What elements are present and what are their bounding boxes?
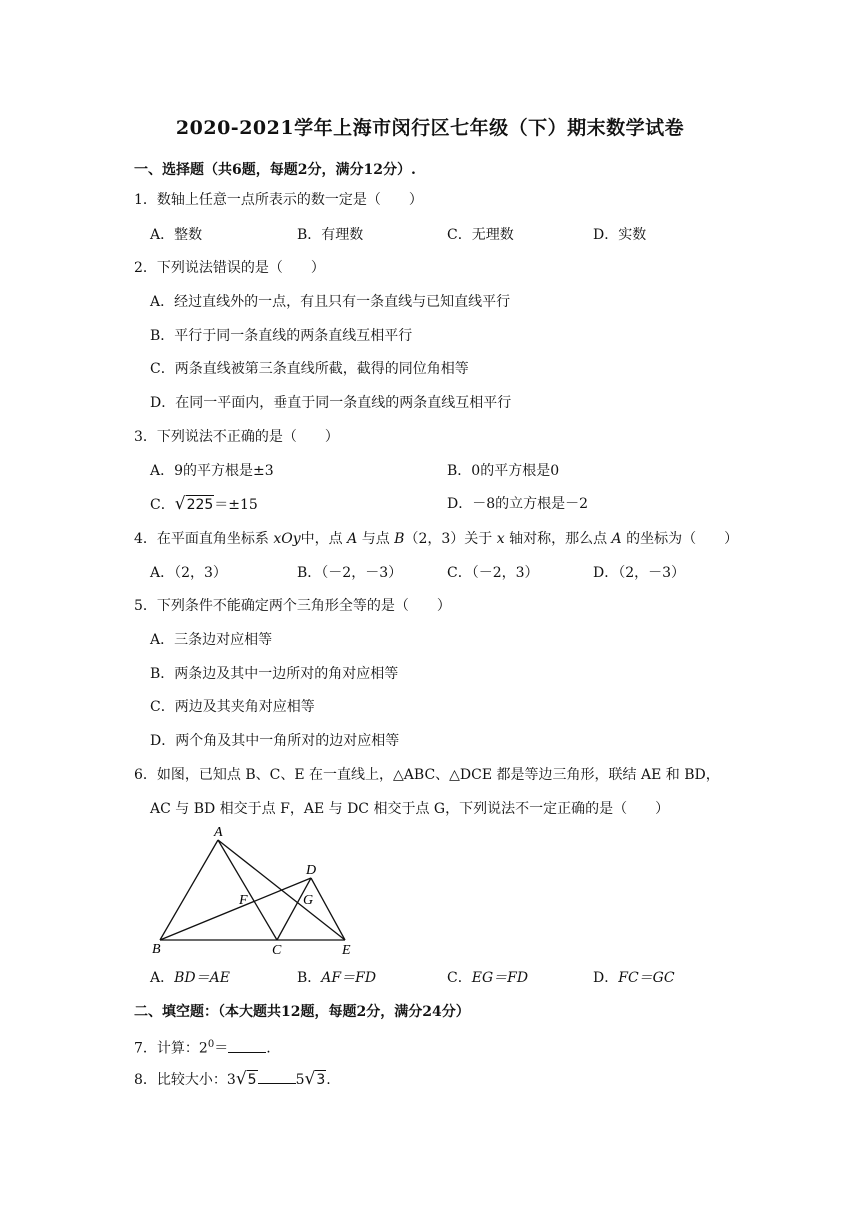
q1-option-d: D．实数 bbox=[593, 227, 647, 243]
q2-option-b: B．平行于同一条直线的两条直线互相平行 bbox=[150, 328, 413, 344]
q6-option-a-label: A． bbox=[150, 970, 175, 986]
q4-stem-xoy: xOy bbox=[273, 531, 301, 547]
q4-stem-part: 中，点 bbox=[300, 531, 343, 547]
q3-option-c-radicand: 225 bbox=[186, 497, 214, 513]
q6-option-d bbox=[593, 968, 675, 988]
q6-option-b-expr: AF＝FD bbox=[321, 970, 377, 986]
q7-equals: ＝ bbox=[214, 1040, 229, 1057]
q5-stem: 5．下列条件不能确定两个三角形全等的是（ ） bbox=[134, 598, 451, 614]
q4-stem-point-b: B bbox=[394, 531, 405, 547]
q4-stem bbox=[134, 529, 738, 549]
section-2-heading: 二、填空题：（本大题共12题，每题2分，满分24分） bbox=[134, 1004, 470, 1020]
q6-stem-line-2: AC 与 BD 相交于点 F，AE 与 DC 相交于点 G，下列说法不一定正确的是（ ） bbox=[150, 801, 670, 817]
q6-option-c bbox=[447, 968, 528, 988]
figure-label-d: D bbox=[306, 863, 317, 878]
q6-option-d-expr: FC＝GC bbox=[618, 970, 675, 986]
radical-sign-icon: √ bbox=[304, 1069, 316, 1089]
q5-option-c: C．两边及其夹角对应相等 bbox=[150, 699, 315, 715]
q6-option-a bbox=[150, 968, 230, 988]
q7-answer-blank[interactable] bbox=[228, 1038, 266, 1053]
q8-end: . bbox=[326, 1072, 331, 1088]
q6-stem-line-1: 6．如图，已知点 B、C、E 在一直线上，△ABC、△DCE 都是等边三角形，联结 AE 和 BD， bbox=[134, 767, 720, 783]
q5-option-b: B．两条边及其中一边所对的角对应相等 bbox=[150, 666, 399, 682]
q4-stem-part: 与点 bbox=[361, 531, 390, 547]
radical-sign-icon: √ bbox=[174, 494, 186, 514]
q5-option-d: D．两个角及其中一角所对的边对应相等 bbox=[150, 733, 400, 749]
q4-stem-point-a: A bbox=[611, 531, 622, 547]
q8-coefficient-2: 5 bbox=[295, 1072, 305, 1088]
q2-stem: 2．下列说法错误的是（ ） bbox=[134, 260, 325, 276]
q2-option-c: C．两条直线被第三条直线所截，截得的同位角相等 bbox=[150, 361, 469, 377]
q4-stem-part: 4．在平面直角坐标系 bbox=[134, 531, 269, 547]
q7-prefix: 7．计算：2 bbox=[134, 1040, 208, 1057]
figure-label-b: B bbox=[152, 942, 161, 957]
q1-option-a: A．整数 bbox=[150, 227, 203, 243]
q3-option-b: B．0的平方根是0 bbox=[447, 463, 560, 479]
q3-option-c bbox=[150, 494, 258, 515]
q5-option-a: A．三条边对应相等 bbox=[150, 632, 273, 648]
q8-radicand-2: 3 bbox=[316, 1072, 326, 1088]
q6-option-b bbox=[297, 968, 376, 988]
q1-option-b: B．有理数 bbox=[297, 227, 364, 243]
q4-option-a: A．（2，3） bbox=[150, 565, 227, 581]
q4-option-d: D．（2，－3） bbox=[593, 565, 686, 581]
q4-option-b: B．（－2，－3） bbox=[297, 565, 403, 581]
q7-exponent: 0 bbox=[207, 1039, 215, 1050]
q3-stem: 3．下列说法不正确的是（ ） bbox=[134, 429, 339, 445]
exam-title: 2020-2021学年上海市闵行区七年级（下）期末数学试卷 bbox=[175, 117, 685, 139]
q2-option-a: A．经过直线外的一点，有且只有一条直线与已知直线平行 bbox=[150, 294, 511, 310]
q6-triangle-figure bbox=[150, 822, 370, 962]
q6-option-a-expr: BD＝AE bbox=[174, 970, 230, 986]
q4-stem-point-a: A bbox=[347, 531, 358, 547]
q6-option-d-label: D． bbox=[593, 970, 619, 986]
q1-stem: 1．数轴上任意一点所表示的数一定是（ ） bbox=[134, 192, 423, 208]
q1-option-c: C．无理数 bbox=[447, 227, 514, 243]
q4-stem-part: （2，3）关于 bbox=[404, 531, 493, 547]
q6-option-c-label: C． bbox=[447, 970, 472, 986]
figure-label-g: G bbox=[303, 893, 314, 908]
q3-option-a: A．9的平方根是±3 bbox=[150, 463, 274, 479]
q7-end: . bbox=[266, 1040, 271, 1057]
q8-prefix: 8．比较大小：3 bbox=[134, 1072, 236, 1088]
q2-option-d: D．在同一平面内，垂直于同一条直线的两条直线互相平行 bbox=[150, 395, 512, 411]
q6-option-c-expr: EG＝FD bbox=[471, 970, 529, 986]
figure-label-a: A bbox=[214, 825, 223, 840]
figure-label-e: E bbox=[342, 943, 351, 958]
q6-option-b-label: B． bbox=[297, 970, 322, 986]
section-1-heading: 一、选择题（共6题，每题2分，满分12分）. bbox=[134, 162, 416, 178]
q8-radicand-1: 5 bbox=[247, 1072, 257, 1088]
figure-label-c: C bbox=[272, 943, 282, 958]
q4-stem-x-axis: x bbox=[496, 531, 505, 547]
q3-option-c-result: ＝±15 bbox=[214, 497, 258, 513]
radical-sign-icon: √ bbox=[235, 1069, 247, 1089]
q4-option-c: C．（－2，3） bbox=[447, 565, 539, 581]
q8-answer-blank[interactable] bbox=[258, 1069, 296, 1084]
q4-stem-part: 轴对称，那么点 bbox=[509, 531, 608, 547]
q4-stem-part: 的坐标为（ ） bbox=[626, 531, 739, 547]
q8-stem bbox=[134, 1069, 331, 1090]
q3-option-c-label: C． bbox=[150, 497, 175, 513]
figure-label-f: F bbox=[239, 893, 248, 908]
q3-option-d: D．－8的立方根是－2 bbox=[447, 496, 589, 512]
q7-stem bbox=[134, 1035, 271, 1059]
